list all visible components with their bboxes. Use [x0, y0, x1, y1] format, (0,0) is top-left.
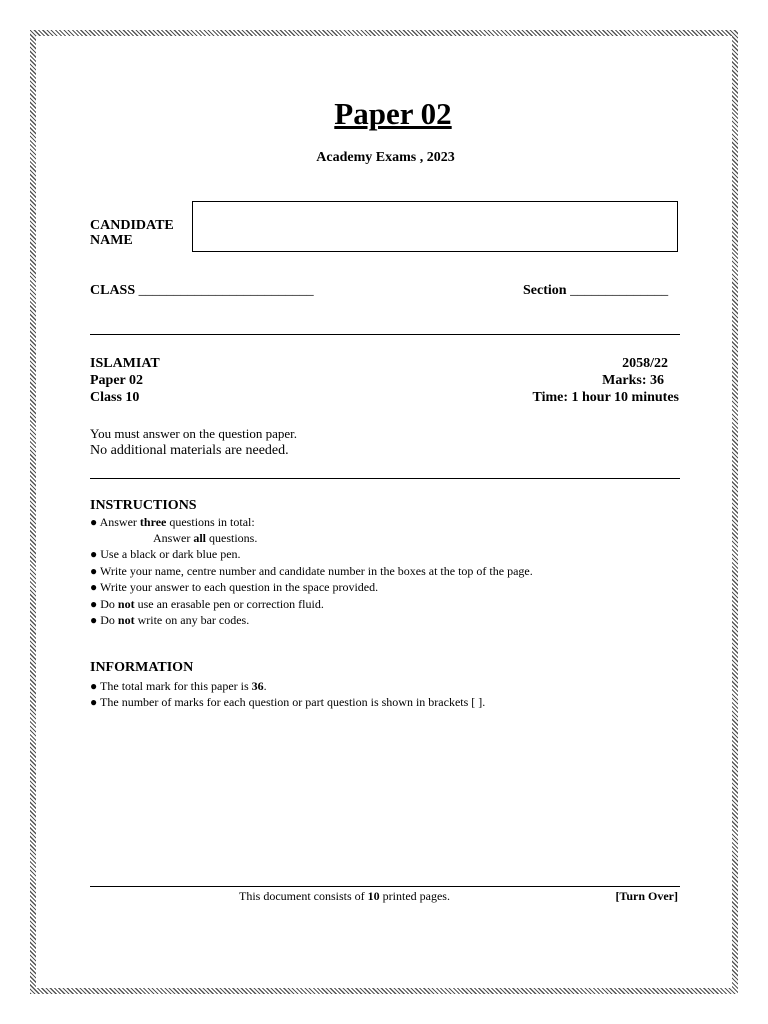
instruction-emphasis: not: [117, 613, 135, 627]
paper-number: Paper 02: [90, 373, 144, 388]
class-level: Class 10: [90, 390, 140, 405]
turn-over-label: [Turn Over]: [615, 889, 678, 903]
page-count: 10: [367, 889, 380, 903]
section-field[interactable]: [523, 283, 668, 299]
instruction-item: [90, 514, 255, 531]
candidate-name-label: [90, 218, 190, 248]
instruction-text: Answer: [153, 531, 194, 545]
information-emphasis: 36: [251, 679, 264, 693]
subject-name: ISLAMIAT: [90, 356, 160, 371]
instruction-item: [90, 596, 324, 613]
candidate-label-line2: NAME: [90, 233, 133, 248]
instruction-text: questions.: [206, 531, 258, 545]
instruction-item: ● Write your answer to each question in the space provided.: [90, 580, 379, 594]
instruction-item: [90, 612, 249, 629]
instruction-emphasis: all: [193, 531, 206, 545]
information-text: ● The total mark for this paper is: [90, 679, 252, 693]
class-label: CLASS: [90, 283, 136, 298]
instruction-text: ● Do: [90, 613, 118, 627]
marks-total: Marks: 36: [602, 373, 664, 388]
instruction-emphasis: not: [117, 597, 135, 611]
subject-code: 2058/22: [622, 356, 668, 371]
instruction-text: ● Answer: [90, 515, 140, 529]
class-blank: _________________________: [138, 283, 314, 298]
page-count-note: [239, 889, 450, 904]
instruction-text: use an erasable pen or correction fluid.: [134, 597, 324, 611]
instruction-text: ● Do: [90, 597, 118, 611]
exam-subtitle: Academy Exams , 2023: [316, 150, 455, 165]
candidate-name-box[interactable]: [192, 201, 678, 252]
information-item: [90, 678, 267, 695]
instruction-item: ● Use a black or dark blue pen.: [90, 547, 241, 561]
instruction-item: ● Write your name, centre number and candidate number in the boxes at the top of the page.: [90, 564, 533, 578]
footer-divider: [90, 886, 680, 887]
divider: [90, 334, 680, 335]
information-heading: INFORMATION: [90, 660, 194, 675]
instruction-subitem: [153, 530, 257, 547]
footer-text: printed pages.: [379, 889, 450, 903]
page-title: Paper 02: [334, 96, 452, 131]
note-answer-on-paper: You must answer on the question paper.: [90, 426, 298, 441]
information-item: ● The number of marks for each question or part question is shown in brackets [ ].: [90, 695, 486, 709]
instruction-emphasis: three: [139, 515, 167, 529]
information-text: .: [263, 679, 267, 693]
divider: [90, 478, 680, 479]
footer-text: This document consists of: [239, 889, 368, 903]
instructions-heading: INSTRUCTIONS: [90, 498, 197, 513]
note-no-materials: No additional materials are needed.: [90, 443, 289, 458]
instruction-text: questions in total:: [166, 515, 255, 529]
instruction-text: write on any bar codes.: [134, 613, 250, 627]
section-label: Section: [523, 283, 567, 298]
class-field[interactable]: [90, 283, 314, 299]
candidate-label-line1: CANDIDATE: [90, 218, 174, 233]
section-blank: ______________: [570, 283, 669, 298]
time-allowed: Time: 1 hour 10 minutes: [532, 390, 679, 405]
